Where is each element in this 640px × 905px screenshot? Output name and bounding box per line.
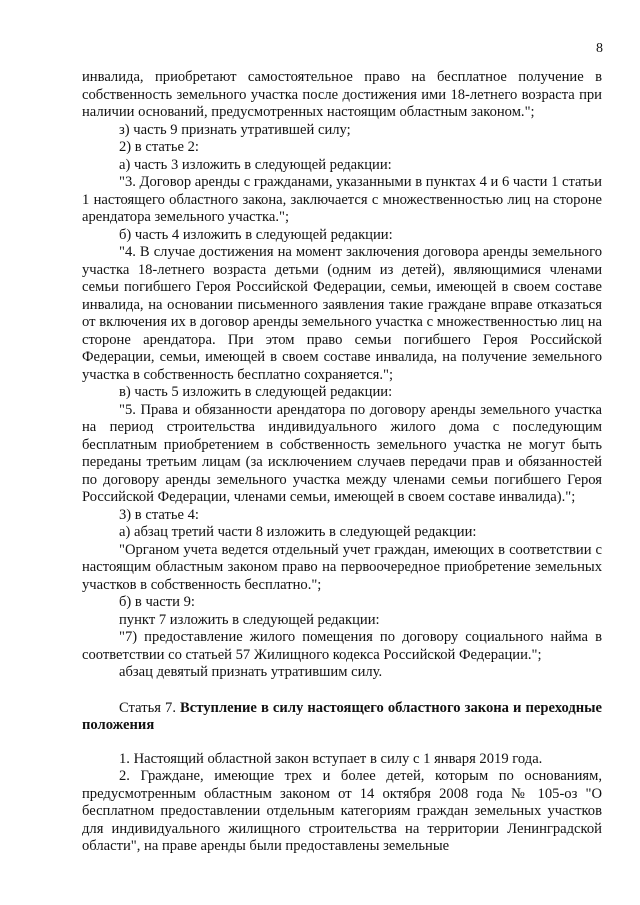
paragraph: б) часть 4 изложить в следующей редакции: (119, 226, 393, 243)
page-number: 8 (596, 41, 603, 56)
paragraph: "4. В случае достижения на момент заключения договора аренды земельного участка 18-летнего возраста детьми (одним из детей), являющимися членами семьи погибшего Героя Российской Федерации, семьи, имеющей в своем составе инвалида, на основании письменного заявления такие граждане вправе отказаться от включения их в договор аренды земельного участка с множественностью лиц на стороне арендатора. При этом право семьи погибшего Героя Российской Федерации, семьи, имеющей в своем составе инвалида, на получение земельного участка в собственность бесплатно сохраняется."; (82, 244, 602, 383)
paragraph: 2) в статье 2: (119, 139, 199, 155)
paragraph: абзац девятый признать утратившим силу. (119, 664, 383, 680)
paragraph: "5. Права и обязанности арендатора по договору аренды земельного участка на период строительства индивидуального жилого дома с последующим бесплатным приобретением в собственность земельного участка не могут быть переданы третьим лицам (за исключением случаев передачи прав и обязанностей по договору аренды земельного участка между членами семьи погибшего Героя Российской Федерации, членами семьи, имеющей в своем составе инвалида)."; (82, 401, 602, 505)
paragraph: в) часть 5 изложить в следующей редакции: (119, 384, 393, 400)
paragraph: а) абзац третий части 8 изложить в следующей редакции: (119, 524, 477, 540)
paragraph: инвалида, приобретают самостоятельное право на бесплатное получение в собственность земельного участка после достижения ими 18-летнего возраста при наличии оснований, предусмотренных настоящим областным законом."; (82, 69, 602, 120)
article-title: Вступление в силу настоящего областного закона и переходные положения (82, 699, 602, 733)
paragraph: з) часть 9 признать утратившей силу; (119, 121, 351, 138)
paragraph: 2. Граждане, имеющие трех и более детей, которым по основаниям, предусмотренным областным законом от 14 октября 2008 года № 105-оз "О бесплатном предоставлении отдельным категориям граждан земельных участков для индивидуального жилищного строительства на территории Ленинградской области", на праве аренды были предоставлены земельные (82, 768, 602, 854)
paragraph: "7) предоставление жилого помещения по договору социального найма в соответствии со статьей 57 Жилищного кодекса Российской Федерации."; (82, 629, 602, 663)
paragraph: б) в части 9: (119, 594, 195, 610)
article-heading (82, 700, 602, 735)
paragraph: 3) в статье 4: (119, 506, 199, 523)
paragraph: пункт 7 изложить в следующей редакции: (119, 611, 380, 628)
article-label: Статья 7. (119, 699, 176, 716)
paragraph: "3. Договор аренды с гражданами, указанными в пунктах 4 и 6 части 1 статьи 1 настоящего областного закона, заключается с множественностью лиц на стороне арендатора земельного участка."; (82, 174, 602, 225)
paragraph: 1. Настоящий областной закон вступает в силу с 1 января 2019 года. (119, 750, 543, 767)
paragraph: а) часть 3 изложить в следующей редакции: (119, 156, 392, 173)
paragraph: "Органом учета ведется отдельный учет граждан, имеющих в соответствии с настоящим областным законом право на первоочередное приобретение земельных участков в собственность бесплатно."; (82, 541, 602, 593)
document-body (82, 69, 602, 856)
